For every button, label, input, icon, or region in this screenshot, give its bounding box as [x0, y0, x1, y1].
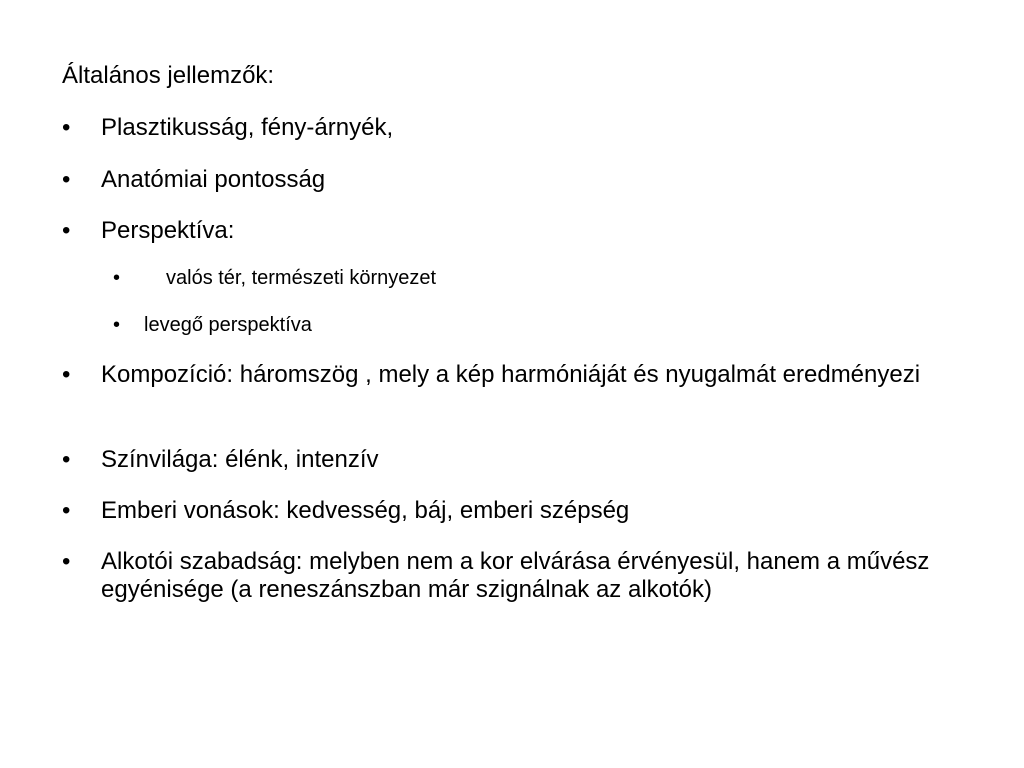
- bullet-text: Kompozíció: háromszög , mely a kép harmóniáját és nyugalmát eredményezi: [101, 361, 921, 388]
- bullet-icon: •: [62, 217, 71, 244]
- bullet-icon: •: [113, 267, 121, 289]
- bullet-icon: •: [62, 166, 71, 193]
- bullet-icon: •: [113, 314, 121, 336]
- bullet-text: Perspektíva:: [101, 217, 235, 244]
- bullet-text: Anatómiai pontosság: [101, 166, 326, 193]
- slide-heading: Általános jellemzők:: [62, 62, 275, 89]
- bullet-text: Emberi vonások: kedvesség, báj, emberi szépség: [101, 497, 630, 524]
- bullet-text: Alkotói szabadság: melyben nem a kor elvárása érvényesül, hanem a művész egyénisége (a reneszánszban már szignálnak az alkotók): [101, 548, 930, 603]
- bullet-text: valós tér, természeti környezet: [166, 267, 437, 289]
- bullet-text: levegő perspektíva: [144, 314, 312, 336]
- bullet-icon: •: [62, 446, 71, 473]
- bullet-icon: •: [62, 361, 71, 388]
- bullet-text: Színvilága: élénk, intenzív: [101, 446, 379, 473]
- bullet-icon: •: [62, 114, 71, 141]
- bullet-icon: •: [62, 548, 71, 575]
- bullet-icon: •: [62, 497, 71, 524]
- bullet-text: Plasztikusság, fény-árnyék,: [101, 114, 394, 141]
